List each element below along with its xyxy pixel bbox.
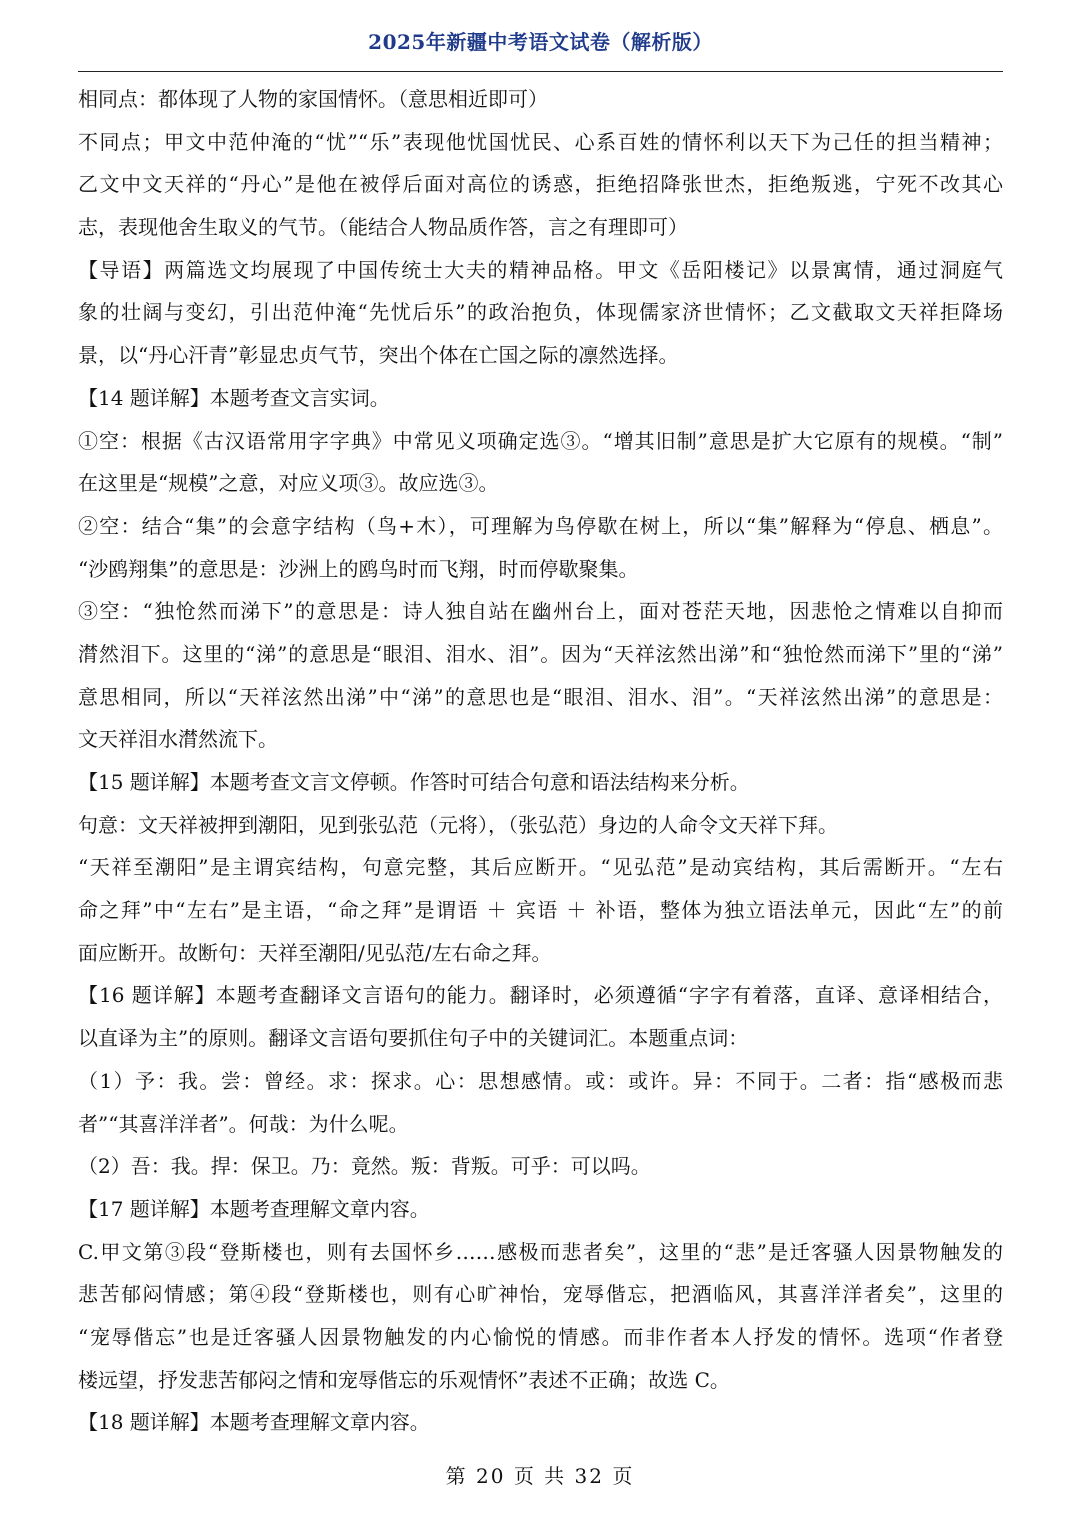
page-number: 第 20 页 共 32 页 [445,1464,635,1488]
text-line: 【17 题详解】本题考查理解文章内容。 [78,1196,430,1221]
text-line: 【18 题详解】本题考查理解文章内容。 [78,1410,430,1435]
text-line: 【14 题详解】本题考查文言实词。 [78,385,390,410]
text-line: 潸然泪下。这里的“涕”的意思是“眼泪、泪水、泪”。因为“天祥泫然出涕”和“独怆然而涕下”里的“涕” [78,641,1003,666]
text-line: 命之拜”中“左右”是主语，“命之拜”是谓语 ＋ 宾语 ＋ 补语，整体为独立语法单元，因此“左”的前 [78,898,1003,923]
text-line: 不同点；甲文中范仲淹的“忧”“乐”表现他忧国忧民、心系百姓的情怀利以天下为己任的担当精神； [78,129,1003,154]
header-divider [78,71,1003,72]
text-line: “宠辱偕忘”也是迁客骚人因景物触发的内心愉悦的情感。而非作者本人抒发的情怀。选项“作者登 [78,1324,1003,1349]
text-line: C.甲文第③段“登斯楼也，则有去国怀乡……感极而悲者矣”，这里的“悲”是迁客骚人因景物触发的 [78,1239,1003,1264]
text-line: ①空：根据《古汉语常用字字典》中常见义项确定选③。“增其旧制”意思是扩大它原有的规模。“制” [78,428,1003,453]
text-line: 【15 题详解】本题考查文言文停顿。作答时可结合句意和语法结构来分析。 [78,770,750,794]
text-line: （1）予：我。尝：曾经。求：探求。心：思想感情。或：或许。异：不同于。二者：指“感极而悲 [78,1068,1003,1093]
text-line: 楼远望，抒发悲苦郁闷之情和宠辱偕忘的乐观情怀”表述不正确；故选 C。 [78,1367,730,1392]
text-line: ③空：“独怆然而涕下”的意思是：诗人独自站在幽州台上，面对苍茫天地，因悲怆之情难以自抑而 [78,599,1003,624]
text-line: 者”“其喜洋洋者”。何哉：为什么呢。 [78,1111,409,1136]
text-line: 【16 题详解】本题考查翻译文言语句的能力。翻译时，必须遵循“字字有着落，直译、意译相结合， [78,983,1003,1008]
text-line: 句意：文天祥被押到潮阳，见到张弘范（元将），（张弘范）身边的人命令文天祥下拜。 [78,812,838,837]
text-line: “沙鸥翔集”的意思是：沙洲上的鸥鸟时而飞翔，时而停歇聚集。 [78,556,639,581]
text-line: 以直译为主”的原则。翻译文言语句要抓住句子中的关键词汇。本题重点词： [78,1026,749,1051]
text-line: 相同点：都体现了人物的家国情怀。（意思相近即可） [78,87,548,111]
text-line: 【导语】两篇选文均展现了中国传统士大夫的精神品格。甲文《岳阳楼记》以景寓情，通过洞庭气 [78,257,1003,282]
text-line: 在这里是“规模”之意，对应义项③。故应选③。 [78,471,499,496]
document-body [78,78,1003,1444]
text-line: 景，以“丹心汗青”彰显忠贞气节，突出个体在亡国之际的凛然选择。 [78,343,679,368]
text-line: “天祥至潮阳”是主谓宾结构，句意完整，其后应断开。“见弘范”是动宾结构，其后需断开。“左右 [78,855,1003,880]
text-line: 文天祥泪水潸然流下。 [78,727,278,752]
text-line: （2）吾：我。捍：保卫。乃：竟然。叛：背叛。可乎：可以吗。 [78,1154,651,1179]
text-line: 乙文中文天祥的“丹心”是他在被俘后面对高位的诱惑，拒绝招降张世杰，拒绝叛逃，宁死不改其心 [78,172,1003,197]
text-line: 意思相同，所以“天祥泫然出涕”中“涕”的意思也是“眼泪、泪水、泪”。“天祥泫然出涕”的意思是： [78,684,1003,709]
text-line: 志，表现他舍生取义的气节。（能结合人物品质作答，言之有理即可） [78,215,688,240]
text-line: 象的壮阔与变幻，引出范仲淹“先忧后乐”的政治抱负，体现儒家济世情怀；乙文截取文天祥拒降场 [78,300,1003,325]
text-line: 悲苦郁闷情感；第④段“登斯楼也，则有心旷神怡，宠辱偕忘，把酒临风，其喜洋洋者矣”，这里的 [78,1282,1003,1307]
text-line: ②空：结合“集”的会意字结构（鸟+木），可理解为鸟停歇在树上，所以“集”解释为“停息、栖息”。 [78,513,1003,538]
text-line: 面应断开。故断句：天祥至潮阳/见弘范/左右命之拜。 [78,940,552,965]
page-title: 2025年新疆中考语文试卷（解析版） [368,30,713,54]
